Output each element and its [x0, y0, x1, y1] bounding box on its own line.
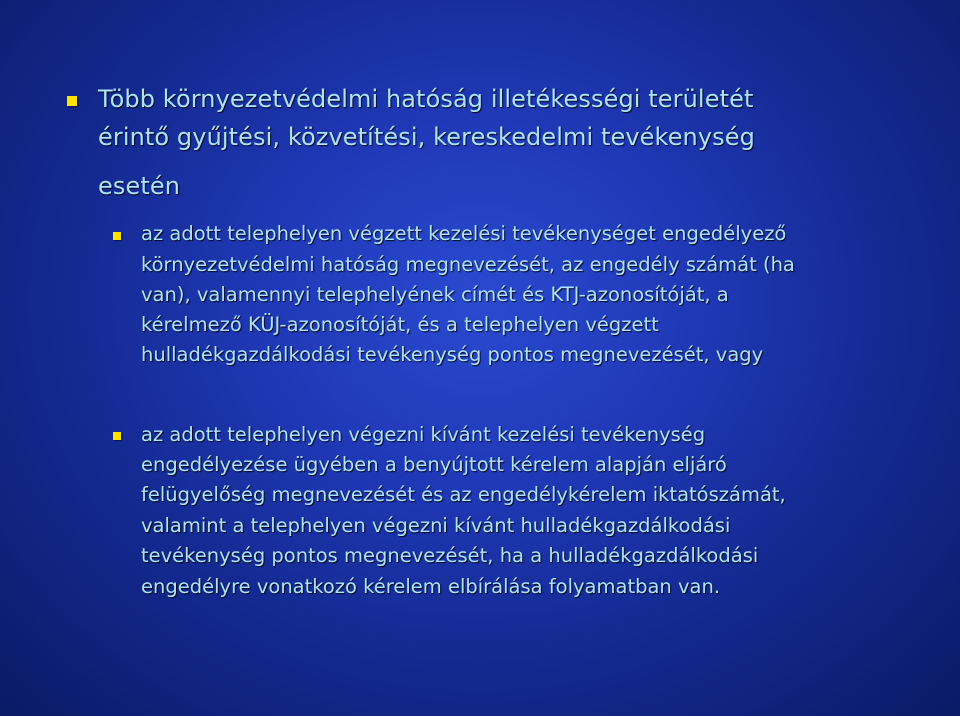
main-bullet-line-1: Több környezetvédelmi hatóság illetékességi területét: [98, 85, 754, 113]
sub-bullet-2-line-4: valamint a telephelyen végezni kívánt hulladékgazdálkodási: [141, 514, 731, 537]
sub-bullet-1-line-2: környezetvédelmi hatóság megnevezését, az engedély számát (ha: [141, 253, 795, 276]
sub-bullet-1-marker: [113, 232, 121, 240]
main-bullet-marker: [67, 96, 77, 106]
sub-bullet-2-line-2: engedélyezése ügyében a benyújtott kérelem alapján eljáró: [141, 453, 727, 476]
main-bullet-line-2: érintő gyűjtési, közvetítési, kereskedelmi tevékenység: [98, 123, 755, 151]
main-bullet-line-3: esetén: [98, 172, 181, 200]
sub-bullet-1-line-4: kérelmező KÜJ-azonosítóját, és a telephelyen végzett: [141, 313, 659, 336]
sub-bullet-1-line-5: hulladékgazdálkodási tevékenység pontos megnevezését, vagy: [141, 343, 764, 366]
sub-bullet-2-line-5: tevékenység pontos megnevezését, ha a hulladékgazdálkodási: [141, 544, 759, 567]
sub-bullet-2-line-3: felügyelőség megnevezését és az engedélykérelem iktatószámát,: [141, 483, 786, 506]
sub-bullet-2-line-6: engedélyre vonatkozó kérelem elbírálása folyamatban van.: [141, 575, 721, 598]
sub-bullet-1-line-3: van), valamennyi telephelyének címét és KTJ-azonosítóját, a: [141, 283, 729, 306]
sub-bullet-1-line-1: az adott telephelyen végzett kezelési tevékenységet engedélyező: [141, 222, 787, 245]
sub-bullet-2-marker: [113, 432, 121, 440]
sub-bullet-2-line-1: az adott telephelyen végezni kívánt kezelési tevékenység: [141, 423, 706, 446]
